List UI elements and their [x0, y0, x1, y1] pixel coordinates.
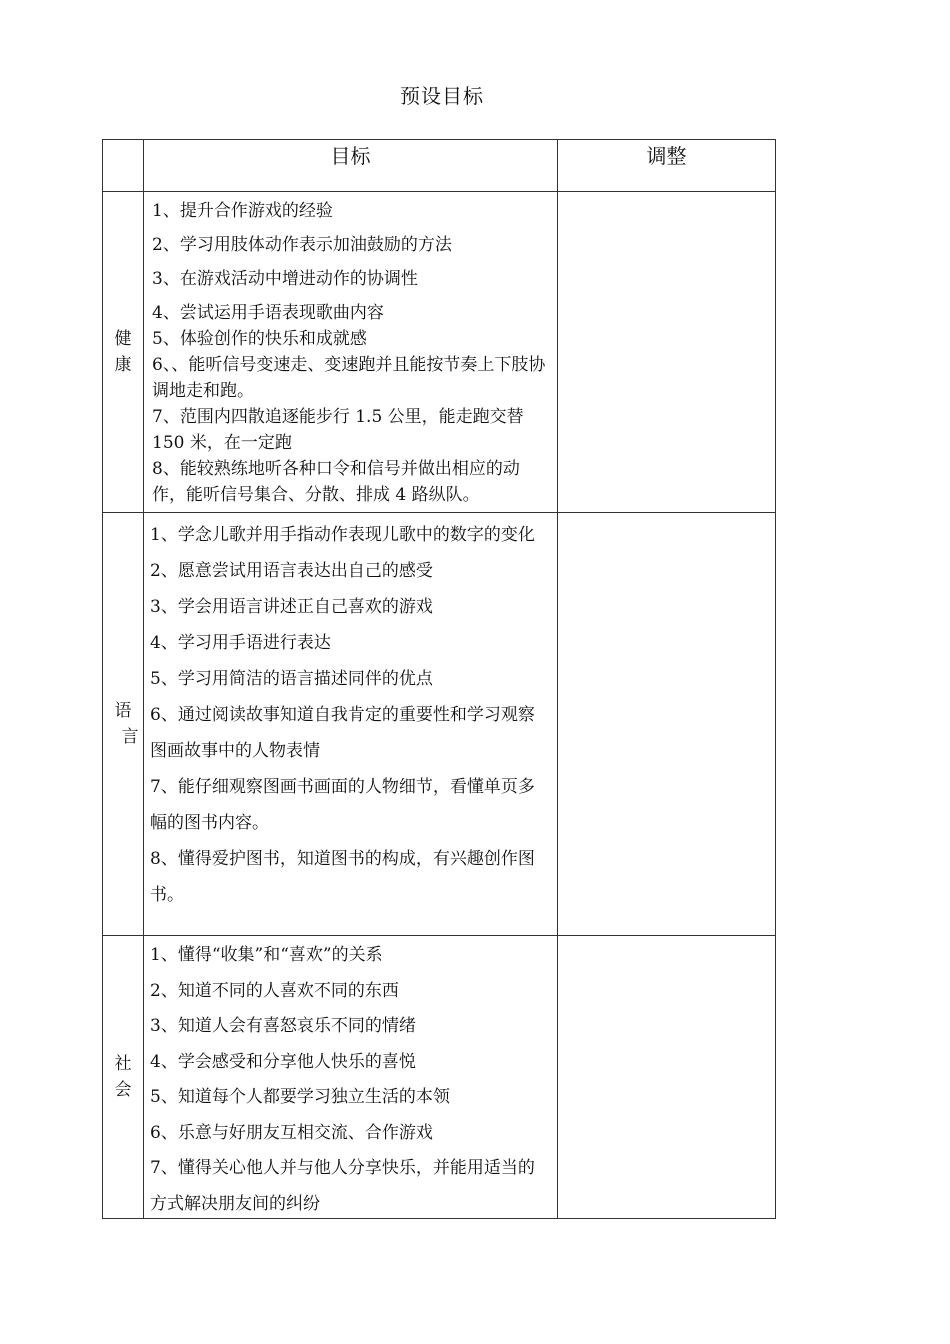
goal-item: 5、体验创作的快乐和成就感 — [152, 329, 367, 349]
goal-item: 1、学念儿歌并用手指动作表现儿歌中的数字的变化 — [150, 525, 535, 545]
category-label: 社 — [114, 1054, 132, 1074]
table-header-row — [103, 140, 776, 192]
adjust-cell — [558, 513, 776, 936]
goal-item: 3、学会用语言讲述正自己喜欢的游戏 — [150, 597, 433, 617]
table-row — [103, 192, 776, 513]
adjust-cell — [558, 192, 776, 513]
goal-item: 2、愿意尝试用语言表达出自己的感受 — [150, 561, 433, 581]
goal-item: 4、尝试运用手语表现歌曲内容 — [152, 303, 384, 323]
goal-item: 7、懂得关心他人并与他人分享快乐，并能用适当的方式解决朋友间的纠纷 — [150, 1158, 535, 1214]
goal-item: 4、学习用手语进行表达 — [150, 633, 331, 653]
page-title: 预设目标 — [400, 84, 484, 108]
goal-item: 6、通过阅读故事知道自我肯定的重要性和学习观察图画故事中的人物表情 — [150, 705, 535, 761]
goals-cell — [144, 936, 558, 1219]
goals-table — [102, 139, 776, 1219]
goal-item: 8、懂得爱护图书，知道图书的构成，有兴趣创作图书。 — [150, 849, 535, 905]
goal-item: 6、乐意与好朋友互相交流、合作游戏 — [150, 1122, 433, 1143]
header-corner-cell — [103, 140, 144, 192]
category-label: 语 — [114, 701, 132, 721]
category-label: 康 — [114, 355, 132, 375]
goal-item: 2、学习用肢体动作表示加油鼓励的方法 — [152, 235, 452, 255]
goal-item: 7、能仔细观察图画书画面的人物细节，看懂单页多幅的图书内容。 — [150, 777, 535, 833]
goal-item: 8、能较熟练地听各种口令和信号并做出相应的动作，能听信号集合、分散、排成 4 路纵队。 — [152, 459, 520, 505]
goal-item: 3、知道人会有喜怒哀乐不同的情绪 — [150, 1016, 416, 1036]
goal-item: 5、知道每个人都要学习独立生活的本领 — [150, 1087, 450, 1107]
goal-item: 7、范围内四散追逐能步行 1.5 公里，能走跑交替 150 米，在一定跑 — [152, 407, 524, 453]
goals-cell — [144, 513, 558, 936]
goal-item: 6、、能听信号变速走、变速跑并且能按节奏上下肢协调地走和跑。 — [152, 355, 546, 401]
table-row — [103, 936, 776, 1219]
category-cell — [103, 936, 144, 1219]
category-label: 会 — [114, 1080, 132, 1100]
category-label: 言 — [121, 727, 139, 747]
category-label: 健 — [114, 329, 132, 349]
goal-item: 5、学习用简洁的语言描述同伴的优点 — [150, 669, 433, 689]
header-adjust: 调整 — [558, 140, 776, 192]
goal-item: 3、在游戏活动中增进动作的协调性 — [152, 269, 418, 289]
goal-item: 4、学会感受和分享他人快乐的喜悦 — [150, 1051, 416, 1072]
category-cell — [103, 513, 144, 936]
table-row — [103, 513, 776, 936]
adjust-cell — [558, 936, 776, 1219]
goals-cell — [144, 192, 558, 513]
goal-item: 2、知道不同的人喜欢不同的东西 — [150, 980, 399, 1001]
goal-item: 1、懂得“收集”和“喜欢”的关系 — [150, 945, 383, 965]
goal-item: 1、提升合作游戏的经验 — [152, 201, 333, 221]
header-goal: 目标 — [144, 140, 558, 192]
category-cell — [103, 192, 144, 513]
